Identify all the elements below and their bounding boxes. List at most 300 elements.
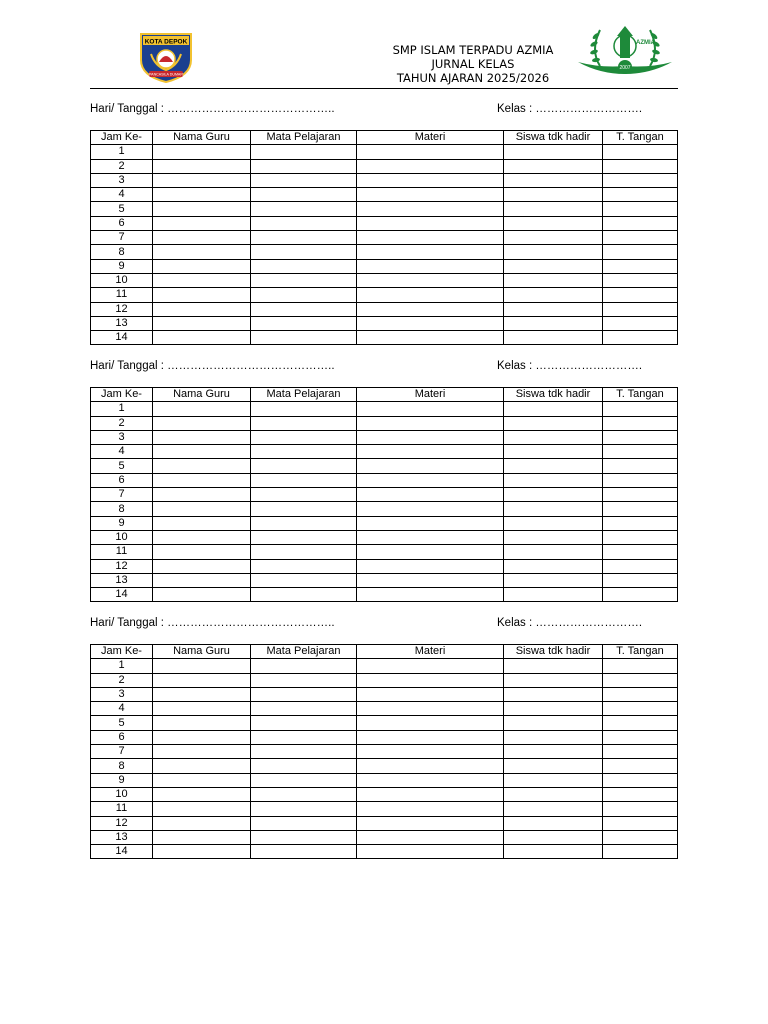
entry-cell[interactable] xyxy=(251,830,357,844)
entry-cell[interactable] xyxy=(603,716,678,730)
table-row xyxy=(91,802,678,816)
entry-cell[interactable] xyxy=(504,245,603,259)
entry-cell[interactable] xyxy=(357,488,504,502)
entry-cell[interactable] xyxy=(153,830,251,844)
table-row xyxy=(91,673,678,687)
entry-cell[interactable] xyxy=(357,473,504,487)
entry-cell[interactable] xyxy=(357,845,504,859)
entry-cell[interactable] xyxy=(251,659,357,673)
entry-cell[interactable] xyxy=(603,416,678,430)
table-row xyxy=(91,687,678,701)
entry-cell[interactable] xyxy=(603,488,678,502)
entry-cell[interactable] xyxy=(251,787,357,801)
jam-ke-cell: 10 xyxy=(91,787,153,801)
entry-cell[interactable] xyxy=(603,202,678,216)
entry-cell[interactable] xyxy=(504,259,603,273)
entry-cell[interactable] xyxy=(251,259,357,273)
entry-cell[interactable] xyxy=(357,159,504,173)
entry-cell[interactable] xyxy=(603,402,678,416)
jam-ke-cell: 9 xyxy=(91,259,153,273)
entry-cell[interactable] xyxy=(603,188,678,202)
column-header: T. Tangan xyxy=(603,131,678,145)
entry-cell[interactable] xyxy=(603,259,678,273)
entry-cell[interactable] xyxy=(153,759,251,773)
entry-cell[interactable] xyxy=(504,145,603,159)
jam-ke-cell: 8 xyxy=(91,759,153,773)
entry-cell[interactable] xyxy=(153,545,251,559)
column-header: Mata Pelajaran xyxy=(251,645,357,659)
table-row xyxy=(91,816,678,830)
entry-cell[interactable] xyxy=(153,416,251,430)
entry-cell[interactable] xyxy=(153,488,251,502)
entry-cell[interactable] xyxy=(603,745,678,759)
entry-cell[interactable] xyxy=(251,502,357,516)
entry-cell[interactable] xyxy=(153,802,251,816)
entry-cell[interactable] xyxy=(251,687,357,701)
journal-table-2 xyxy=(90,387,678,602)
entry-cell[interactable] xyxy=(357,659,504,673)
kelas-field[interactable]: Kelas : ………………………. xyxy=(497,103,643,115)
entry-cell[interactable] xyxy=(504,273,603,287)
entry-cell[interactable] xyxy=(251,245,357,259)
entry-cell[interactable] xyxy=(357,402,504,416)
logo-right-year: 2007 xyxy=(619,65,631,71)
entry-cell[interactable] xyxy=(357,202,504,216)
logo-left-motto: PANCASILA DUMAR xyxy=(149,72,183,77)
entry-cell[interactable] xyxy=(357,573,504,587)
entry-cell[interactable] xyxy=(504,687,603,701)
entry-cell[interactable] xyxy=(251,588,357,602)
entry-cell[interactable] xyxy=(603,559,678,573)
entry-cell[interactable] xyxy=(603,173,678,187)
jam-ke-cell: 3 xyxy=(91,173,153,187)
entry-cell[interactable] xyxy=(251,416,357,430)
jam-ke-cell: 6 xyxy=(91,473,153,487)
table-row xyxy=(91,716,678,730)
entry-cell[interactable] xyxy=(504,530,603,544)
jam-ke-cell: 11 xyxy=(91,545,153,559)
entry-cell[interactable] xyxy=(504,473,603,487)
table-row xyxy=(91,573,678,587)
entry-cell[interactable] xyxy=(504,759,603,773)
column-header: T. Tangan xyxy=(603,388,678,402)
entry-cell[interactable] xyxy=(153,188,251,202)
jam-ke-cell: 10 xyxy=(91,530,153,544)
entry-cell[interactable] xyxy=(153,687,251,701)
entry-cell[interactable] xyxy=(504,316,603,330)
jam-ke-cell: 2 xyxy=(91,416,153,430)
entry-cell[interactable] xyxy=(504,488,603,502)
table-row xyxy=(91,430,678,444)
entry-cell[interactable] xyxy=(251,430,357,444)
entry-cell[interactable] xyxy=(504,202,603,216)
entry-cell[interactable] xyxy=(504,545,603,559)
entry-cell[interactable] xyxy=(153,516,251,530)
entry-cell[interactable] xyxy=(357,245,504,259)
kota-depok-logo xyxy=(137,32,195,84)
entry-cell[interactable] xyxy=(603,545,678,559)
entry-cell[interactable] xyxy=(603,445,678,459)
entry-cell[interactable] xyxy=(153,459,251,473)
entry-cell[interactable] xyxy=(153,659,251,673)
entry-cell[interactable] xyxy=(357,288,504,302)
table-row xyxy=(91,216,678,230)
table-row xyxy=(91,331,678,345)
column-header: Siswa tdk hadir xyxy=(504,645,603,659)
entry-cell[interactable] xyxy=(251,188,357,202)
entry-cell[interactable] xyxy=(603,216,678,230)
entry-cell[interactable] xyxy=(153,445,251,459)
column-header: Jam Ke- xyxy=(91,388,153,402)
entry-cell[interactable] xyxy=(603,245,678,259)
jam-ke-cell: 8 xyxy=(91,245,153,259)
table-row xyxy=(91,245,678,259)
entry-cell[interactable] xyxy=(251,816,357,830)
school-name: SMP ISLAM TERPADU AZMIA xyxy=(392,43,554,57)
entry-cell[interactable] xyxy=(357,545,504,559)
jam-ke-cell: 11 xyxy=(91,802,153,816)
entry-cell[interactable] xyxy=(504,730,603,744)
section-2-info-line xyxy=(90,358,678,374)
entry-cell[interactable] xyxy=(603,830,678,844)
entry-cell[interactable] xyxy=(357,173,504,187)
entry-cell[interactable] xyxy=(603,588,678,602)
entry-cell[interactable] xyxy=(153,288,251,302)
entry-cell[interactable] xyxy=(603,816,678,830)
entry-cell[interactable] xyxy=(251,802,357,816)
entry-cell[interactable] xyxy=(504,816,603,830)
entry-cell[interactable] xyxy=(153,845,251,859)
entry-cell[interactable] xyxy=(153,231,251,245)
entry-cell[interactable] xyxy=(357,745,504,759)
entry-cell[interactable] xyxy=(603,302,678,316)
header-divider xyxy=(90,88,678,89)
hari-tanggal-field[interactable]: Hari/ Tanggal : …………………………………….. xyxy=(90,103,335,115)
entry-cell[interactable] xyxy=(357,716,504,730)
entry-cell[interactable] xyxy=(603,659,678,673)
entry-cell[interactable] xyxy=(357,516,504,530)
entry-cell[interactable] xyxy=(153,559,251,573)
entry-cell[interactable] xyxy=(603,159,678,173)
entry-cell[interactable] xyxy=(357,316,504,330)
jam-ke-cell: 6 xyxy=(91,216,153,230)
entry-cell[interactable] xyxy=(357,816,504,830)
jam-ke-cell: 5 xyxy=(91,202,153,216)
entry-cell[interactable] xyxy=(603,730,678,744)
entry-cell[interactable] xyxy=(251,530,357,544)
column-header: Jam Ke- xyxy=(91,645,153,659)
entry-cell[interactable] xyxy=(603,516,678,530)
entry-cell[interactable] xyxy=(504,802,603,816)
entry-cell[interactable] xyxy=(251,473,357,487)
entry-cell[interactable] xyxy=(357,216,504,230)
entry-cell[interactable] xyxy=(357,459,504,473)
entry-cell[interactable] xyxy=(357,145,504,159)
entry-cell[interactable] xyxy=(504,502,603,516)
entry-cell[interactable] xyxy=(357,730,504,744)
jam-ke-cell: 13 xyxy=(91,573,153,587)
entry-cell[interactable] xyxy=(357,787,504,801)
column-header: Siswa tdk hadir xyxy=(504,388,603,402)
entry-cell[interactable] xyxy=(504,716,603,730)
table-row xyxy=(91,473,678,487)
entry-cell[interactable] xyxy=(251,673,357,687)
entry-cell[interactable] xyxy=(153,787,251,801)
entry-cell[interactable] xyxy=(504,773,603,787)
entry-cell[interactable] xyxy=(153,402,251,416)
jam-ke-cell: 10 xyxy=(91,273,153,287)
hari-tanggal-field[interactable]: Hari/ Tanggal : …………………………………….. xyxy=(90,360,335,372)
journal-table-1 xyxy=(90,130,678,345)
entry-cell[interactable] xyxy=(153,816,251,830)
logo-right-name: AZMIA xyxy=(636,40,655,46)
entry-cell[interactable] xyxy=(504,216,603,230)
entry-cell[interactable] xyxy=(357,687,504,701)
entry-cell[interactable] xyxy=(153,331,251,345)
entry-cell[interactable] xyxy=(357,759,504,773)
entry-cell[interactable] xyxy=(357,445,504,459)
entry-cell[interactable] xyxy=(504,673,603,687)
entry-cell[interactable] xyxy=(251,402,357,416)
jam-ke-cell: 5 xyxy=(91,459,153,473)
column-header: Nama Guru xyxy=(153,645,251,659)
entry-cell[interactable] xyxy=(603,430,678,444)
entry-cell[interactable] xyxy=(504,416,603,430)
entry-cell[interactable] xyxy=(603,273,678,287)
entry-cell[interactable] xyxy=(357,331,504,345)
jam-ke-cell: 12 xyxy=(91,559,153,573)
entry-cell[interactable] xyxy=(251,316,357,330)
entry-cell[interactable] xyxy=(251,202,357,216)
entry-cell[interactable] xyxy=(153,730,251,744)
table-row xyxy=(91,273,678,287)
entry-cell[interactable] xyxy=(251,331,357,345)
logo-left-title: KOTA DEPOK xyxy=(144,38,188,46)
table-row xyxy=(91,416,678,430)
entry-cell[interactable] xyxy=(357,673,504,687)
azmia-logo xyxy=(570,22,680,82)
jam-ke-cell: 2 xyxy=(91,159,153,173)
entry-cell[interactable] xyxy=(504,173,603,187)
entry-cell[interactable] xyxy=(251,716,357,730)
entry-cell[interactable] xyxy=(504,659,603,673)
entry-cell[interactable] xyxy=(153,716,251,730)
jam-ke-cell: 7 xyxy=(91,745,153,759)
entry-cell[interactable] xyxy=(603,316,678,330)
entry-cell[interactable] xyxy=(357,273,504,287)
jam-ke-cell: 1 xyxy=(91,659,153,673)
entry-cell[interactable] xyxy=(357,231,504,245)
entry-cell[interactable] xyxy=(504,573,603,587)
hari-tanggal-field[interactable]: Hari/ Tanggal : …………………………………….. xyxy=(90,617,335,629)
entry-cell[interactable] xyxy=(251,759,357,773)
entry-cell[interactable] xyxy=(603,530,678,544)
entry-cell[interactable] xyxy=(603,331,678,345)
table-row xyxy=(91,159,678,173)
entry-cell[interactable] xyxy=(251,145,357,159)
jam-ke-cell: 11 xyxy=(91,288,153,302)
table-row xyxy=(91,259,678,273)
kelas-field[interactable]: Kelas : ………………………. xyxy=(497,617,643,629)
table-header-row xyxy=(91,131,678,145)
entry-cell[interactable] xyxy=(153,745,251,759)
jam-ke-cell: 9 xyxy=(91,773,153,787)
entry-cell[interactable] xyxy=(504,845,603,859)
entry-cell[interactable] xyxy=(251,231,357,245)
entry-cell[interactable] xyxy=(357,773,504,787)
entry-cell[interactable] xyxy=(153,673,251,687)
entry-cell[interactable] xyxy=(504,745,603,759)
entry-cell[interactable] xyxy=(357,588,504,602)
entry-cell[interactable] xyxy=(603,759,678,773)
entry-cell[interactable] xyxy=(153,530,251,544)
table-header-row xyxy=(91,645,678,659)
entry-cell[interactable] xyxy=(603,702,678,716)
entry-cell[interactable] xyxy=(504,188,603,202)
entry-cell[interactable] xyxy=(504,302,603,316)
entry-cell[interactable] xyxy=(504,787,603,801)
entry-cell[interactable] xyxy=(357,430,504,444)
entry-cell[interactable] xyxy=(251,302,357,316)
entry-cell[interactable] xyxy=(504,430,603,444)
entry-cell[interactable] xyxy=(603,145,678,159)
entry-cell[interactable] xyxy=(251,773,357,787)
jam-ke-cell: 14 xyxy=(91,588,153,602)
entry-cell[interactable] xyxy=(357,259,504,273)
column-header: Mata Pelajaran xyxy=(251,131,357,145)
table-row xyxy=(91,302,678,316)
entry-cell[interactable] xyxy=(251,702,357,716)
column-header: Jam Ke- xyxy=(91,131,153,145)
table-row xyxy=(91,773,678,787)
entry-cell[interactable] xyxy=(153,473,251,487)
entry-cell[interactable] xyxy=(504,445,603,459)
entry-cell[interactable] xyxy=(153,173,251,187)
entry-cell[interactable] xyxy=(603,459,678,473)
entry-cell[interactable] xyxy=(603,673,678,687)
entry-cell[interactable] xyxy=(603,502,678,516)
entry-cell[interactable] xyxy=(153,273,251,287)
entry-cell[interactable] xyxy=(504,331,603,345)
entry-cell[interactable] xyxy=(153,216,251,230)
entry-cell[interactable] xyxy=(357,502,504,516)
table-row xyxy=(91,202,678,216)
column-header: Nama Guru xyxy=(153,388,251,402)
entry-cell[interactable] xyxy=(251,273,357,287)
entry-cell[interactable] xyxy=(153,430,251,444)
entry-cell[interactable] xyxy=(153,302,251,316)
jam-ke-cell: 7 xyxy=(91,488,153,502)
jam-ke-cell: 7 xyxy=(91,231,153,245)
entry-cell[interactable] xyxy=(153,773,251,787)
entry-cell[interactable] xyxy=(504,402,603,416)
entry-cell[interactable] xyxy=(603,573,678,587)
entry-cell[interactable] xyxy=(153,316,251,330)
entry-cell[interactable] xyxy=(603,787,678,801)
entry-cell[interactable] xyxy=(504,231,603,245)
column-header: Materi xyxy=(357,645,504,659)
entry-cell[interactable] xyxy=(251,559,357,573)
entry-cell[interactable] xyxy=(251,488,357,502)
jam-ke-cell: 12 xyxy=(91,302,153,316)
entry-cell[interactable] xyxy=(504,559,603,573)
entry-cell[interactable] xyxy=(603,473,678,487)
jam-ke-cell: 14 xyxy=(91,845,153,859)
jam-ke-cell: 12 xyxy=(91,816,153,830)
entry-cell[interactable] xyxy=(251,288,357,302)
column-header: Siswa tdk hadir xyxy=(504,131,603,145)
entry-cell[interactable] xyxy=(357,559,504,573)
entry-cell[interactable] xyxy=(357,302,504,316)
entry-cell[interactable] xyxy=(251,845,357,859)
entry-cell[interactable] xyxy=(153,588,251,602)
entry-cell[interactable] xyxy=(357,416,504,430)
table-row xyxy=(91,787,678,801)
jam-ke-cell: 4 xyxy=(91,702,153,716)
table-row xyxy=(91,559,678,573)
table-row xyxy=(91,530,678,544)
entry-cell[interactable] xyxy=(504,459,603,473)
column-header: T. Tangan xyxy=(603,645,678,659)
entry-cell[interactable] xyxy=(357,830,504,844)
entry-cell[interactable] xyxy=(251,159,357,173)
jam-ke-cell: 13 xyxy=(91,830,153,844)
jam-ke-cell: 14 xyxy=(91,331,153,345)
entry-cell[interactable] xyxy=(251,573,357,587)
entry-cell[interactable] xyxy=(251,445,357,459)
jam-ke-cell: 8 xyxy=(91,502,153,516)
entry-cell[interactable] xyxy=(603,773,678,787)
entry-cell[interactable] xyxy=(603,845,678,859)
entry-cell[interactable] xyxy=(504,516,603,530)
entry-cell[interactable] xyxy=(504,702,603,716)
entry-cell[interactable] xyxy=(357,530,504,544)
entry-cell[interactable] xyxy=(603,687,678,701)
entry-cell[interactable] xyxy=(251,730,357,744)
entry-cell[interactable] xyxy=(153,502,251,516)
entry-cell[interactable] xyxy=(153,202,251,216)
entry-cell[interactable] xyxy=(603,802,678,816)
entry-cell[interactable] xyxy=(603,288,678,302)
table-row xyxy=(91,145,678,159)
kelas-field[interactable]: Kelas : ………………………. xyxy=(497,360,643,372)
entry-cell[interactable] xyxy=(504,159,603,173)
entry-cell[interactable] xyxy=(153,245,251,259)
section-3-info-line xyxy=(90,615,678,631)
entry-cell[interactable] xyxy=(251,173,357,187)
entry-cell[interactable] xyxy=(504,288,603,302)
entry-cell[interactable] xyxy=(251,745,357,759)
entry-cell[interactable] xyxy=(251,459,357,473)
entry-cell[interactable] xyxy=(251,216,357,230)
entry-cell[interactable] xyxy=(603,231,678,245)
entry-cell[interactable] xyxy=(153,159,251,173)
entry-cell[interactable] xyxy=(357,188,504,202)
entry-cell[interactable] xyxy=(357,702,504,716)
entry-cell[interactable] xyxy=(251,545,357,559)
entry-cell[interactable] xyxy=(153,259,251,273)
entry-cell[interactable] xyxy=(504,830,603,844)
table-row xyxy=(91,759,678,773)
entry-cell[interactable] xyxy=(153,573,251,587)
entry-cell[interactable] xyxy=(357,802,504,816)
table-row xyxy=(91,316,678,330)
table-row xyxy=(91,459,678,473)
entry-cell[interactable] xyxy=(251,516,357,530)
entry-cell[interactable] xyxy=(153,145,251,159)
entry-cell[interactable] xyxy=(153,702,251,716)
entry-cell[interactable] xyxy=(504,588,603,602)
